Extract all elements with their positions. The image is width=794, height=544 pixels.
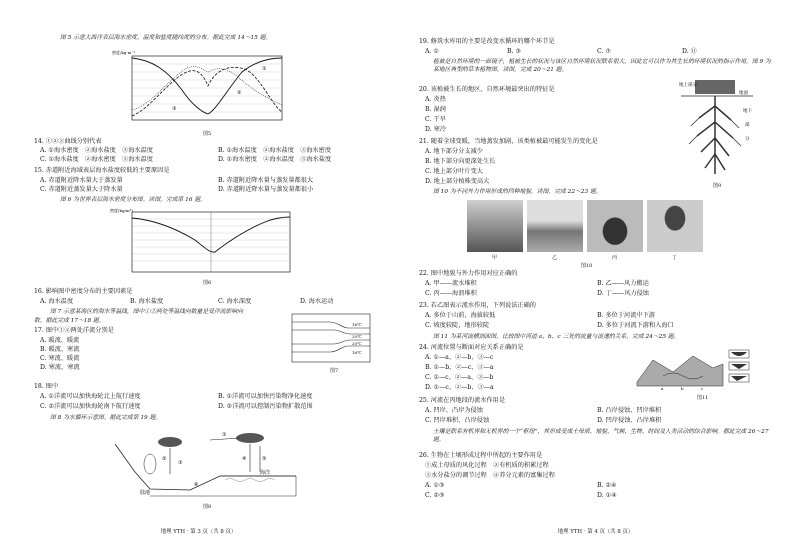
q19-opt-a[interactable]: A. ①	[425, 48, 439, 55]
q25-opt-b[interactable]: B. 凸岸侵蚀、凹岸堆积	[597, 407, 662, 414]
q19-stem: 19. 修筑水库用的主要是改变水循环的哪个环节是	[419, 38, 555, 45]
fig8-land-label: 陆地	[140, 490, 151, 496]
q22-opt-b[interactable]: B. 乙——风力搬运	[597, 280, 649, 287]
cloud-1	[158, 437, 182, 447]
fig11-label-c: c	[701, 386, 704, 391]
intro-fig5: 图 5 示意大西洋表层海水密度、温度和盐度随纬度的分布。据此完成 14～15 题。	[60, 35, 272, 41]
q23-opt-d[interactable]: D. 多位于河流下游和入海口	[597, 322, 674, 329]
fig10-label-ding: 丁	[672, 255, 678, 261]
fig8-label-5: ⑤	[262, 456, 267, 462]
q24-opt-b[interactable]: B. ①—b、②—c、③—a	[425, 364, 494, 371]
figure-11-river	[633, 346, 753, 392]
fig8-caption: 图8	[203, 504, 212, 510]
q18-opt-c[interactable]: C. ②洋流可以加快海轮南下航行速度	[40, 403, 141, 410]
photo-ding	[647, 200, 703, 252]
q26-opt-d[interactable]: D. ①④	[597, 492, 617, 499]
fig7-label-2: 20℃	[352, 334, 362, 339]
intro-q26: 土壤是联系有机界和无机界的一个“枢纽”，其形成受成土母质、地貌、气候、生物、时间及人类活动的综合影响。据此完成 26～27 题。	[433, 429, 769, 443]
fig9-label-bu: 部	[745, 123, 750, 128]
curve-label-1: ①	[262, 66, 267, 72]
q17-opt-b[interactable]: B. 暖流、寒流	[40, 346, 80, 353]
photo-bing	[587, 200, 643, 252]
q25-opt-d[interactable]: D. 凹岸侵蚀、凸岸堆积	[597, 417, 662, 424]
fig11-caption: 图11	[697, 395, 709, 401]
fig7-caption: 图7	[330, 368, 339, 374]
q15-opt-d[interactable]: D. 赤道附近降水量与蒸发量都很小	[218, 186, 314, 193]
q26-opt-b[interactable]: B. ②④	[597, 482, 617, 489]
q24-opt-d[interactable]: D. ①—c、②—b、③—a	[425, 384, 494, 391]
curve-3	[132, 67, 282, 110]
q25-opt-c[interactable]: C. 凹岸堆积、凸岸侵蚀	[425, 417, 490, 424]
q21-opt-d[interactable]: D. 地上部分植株变高大	[425, 178, 490, 185]
q26-opt-a[interactable]: A. ①③	[425, 482, 445, 489]
q19-opt-b[interactable]: B. ③	[507, 48, 522, 55]
fig7-label-4: 16℃	[352, 350, 362, 355]
intro-fig11: 图 11 为某河流横剖面图，比较图中河道 a、b、c 三处的流量与流速的关系，完成 24～25 题。	[433, 334, 680, 340]
fig9-label-above: 地上部分	[679, 83, 697, 88]
q15-stem: 15. 赤道附近海域表层海水盐度较低的主要原因是	[34, 167, 170, 174]
fig6-caption: 图6	[203, 280, 212, 286]
q16-opt-b[interactable]: B. 海水盐度	[130, 298, 164, 305]
q21-opt-c[interactable]: C. 地上部分叶片变大	[425, 168, 483, 175]
q24-opt-a[interactable]: A. ①—a、②—b、③—c	[425, 354, 494, 361]
intro-fig8: 图 8 为水循环示意图。据此完成第 19 题。	[50, 415, 162, 421]
q16-opt-a[interactable]: A. 海水温度	[40, 298, 74, 305]
q25-opt-a[interactable]: A. 凹岸、凸岸为侵蚀	[425, 407, 483, 414]
q17-opt-c[interactable]: C. 寒流、暖流	[40, 355, 80, 362]
q26-item-2: ③水分盐分的调节过程 ④养分元素的富集过程	[425, 472, 555, 479]
tree	[144, 454, 156, 474]
q20-opt-b[interactable]: B. 湿润	[425, 106, 446, 113]
fig9-caption: 图9	[713, 183, 722, 189]
figure-9-plant-roots	[677, 78, 757, 178]
fig8-label-4: ④	[242, 456, 247, 462]
q22-opt-a[interactable]: A. 甲——流水堆积	[425, 280, 477, 287]
q16-opt-d[interactable]: D. 海水运动	[300, 298, 334, 305]
q26-stem: 26. 生物在土壤形成过程中所起的主要作用是	[419, 452, 543, 459]
right-page	[397, 0, 794, 544]
q25-stem: 25. 河流在丙地段的流水作用是	[419, 397, 506, 404]
right-footer: 地理 YTH · 第 4 页（共 8 页）	[557, 529, 634, 535]
q14-opt-d[interactable]: D. ①海水密度 ②海水温度 ③海水盐度	[218, 156, 332, 163]
photo-jia	[467, 200, 523, 252]
q26-item-1: ①成土母质的风化过程 ②有机质的积累过程	[425, 462, 549, 469]
figure-7-isotherms	[290, 312, 372, 364]
intro-fig6: 图 6 为世界表层海水密度分布图。读图，完成第 16 题。	[60, 197, 206, 203]
curve-2	[132, 67, 282, 116]
fig8-label-6: ⑥	[194, 482, 199, 488]
q20-stem: 20. 该植被生长的地区，自然环境最突出的特征是	[419, 86, 555, 93]
q17-opt-a[interactable]: A. 暖流、暖流	[40, 337, 80, 344]
q22-opt-c[interactable]: C. 丙——海浪堆积	[425, 290, 477, 297]
q18-opt-b[interactable]: B. ①洋流可以加快污染物净化速度	[218, 393, 313, 400]
fig10-caption: 图10	[581, 263, 593, 269]
fig11-label-b: b	[681, 386, 684, 391]
cloud-2	[236, 433, 264, 443]
fig11-label-a: a	[661, 386, 664, 391]
photo-yi	[527, 200, 583, 252]
fig9-label-ground: 地面	[739, 91, 748, 96]
q23-opt-b[interactable]: B. 多位于河流中下游	[597, 312, 655, 319]
q20-opt-d[interactable]: D. 寒冷	[425, 126, 447, 133]
left-footer: 地理 YTH · 第 3 页（共 8 页）	[160, 529, 237, 535]
curve-1	[132, 58, 282, 114]
q18-opt-a[interactable]: A. ①洋流可以加快海轮北上航行速度	[40, 393, 141, 400]
q22-stem: 22. 图中地貌与外力作用对应正确的	[419, 270, 518, 277]
fig7-label-3: 20℃	[352, 341, 362, 346]
q23-stem: 23. 若乙图表示流水作用，下列说法正确的	[419, 302, 536, 309]
q22-opt-d[interactable]: D. 丁——风力侵蚀	[597, 290, 649, 297]
figure-8-water-cycle	[110, 424, 300, 500]
intro-fig9: 植被是自然环境的一面镜子，植被生长的状况与该区自然环境状况联系很大，因此它可以作为其生长的环境状况的指示作用。图 9 为某地区典型的草本植物图。读图，完成 20～21 题。	[433, 59, 771, 73]
fig7-label-1: 16℃	[352, 322, 362, 327]
q15-opt-a[interactable]: A. 赤道附近降水量大于蒸发量	[40, 177, 123, 184]
fig10-label-jia: 甲	[492, 255, 498, 261]
q18-stem: 18. 图中	[34, 383, 59, 390]
q14-opt-a[interactable]: A. ①海水密度 ②海水盐度 ③海水温度	[40, 147, 153, 154]
curve-label-3: ③	[172, 106, 177, 112]
fig9-label-fen: 分	[745, 137, 750, 142]
q15-opt-b[interactable]: B. 赤道附近降水量与蒸发量都很大	[218, 177, 314, 184]
q20-opt-c[interactable]: C. 干旱	[425, 116, 446, 123]
fig6-y-label: 密度(kg/m³)	[110, 208, 133, 213]
fig5-caption: 图5	[203, 131, 212, 137]
q15-opt-c[interactable]: C. 赤道附近蒸发量大于降水量	[40, 186, 123, 193]
fig8-ocean-label: 海洋	[260, 470, 271, 476]
intro-fig10: 图 10 为不同外力作用形成的四种地貌。读图，完成 22～23 题。	[433, 189, 602, 195]
q18-opt-d[interactable]: D. ②洋流可以控制污染物扩散范围	[218, 403, 313, 410]
fig5-y-label: 密度/kg·m⁻³	[112, 50, 136, 55]
q17-opt-d[interactable]: D. 寒流、寒流	[40, 364, 80, 371]
q17-stem: 17. 图中①②两处洋流分别是	[34, 327, 114, 334]
curve-label-2: ②	[237, 90, 242, 96]
intro-fig7: 图 7 示意某海区的海水等温线，图中①②两处等温线向数量是受洋流影响向	[50, 309, 243, 315]
q16-stem: 16. 影响图中密度分布的主要因素是	[34, 288, 133, 295]
q16-opt-c[interactable]: C. 海水深度	[218, 298, 252, 305]
figure-6-chart	[110, 208, 300, 278]
fig8-label-3: ③	[178, 460, 183, 466]
fig8-label-1: ①	[222, 432, 227, 438]
fig8-label-2: ②	[162, 456, 167, 462]
q21-opt-a[interactable]: A. 地下部分分支减少	[425, 148, 483, 155]
q19-opt-c[interactable]: C. ⑦	[597, 48, 611, 55]
q14-stem: 14. ①②③曲线分别代表	[34, 138, 102, 145]
q23-opt-a[interactable]: A. 多位于山前，海拔较低	[425, 312, 496, 319]
q24-stem: 24. 河流位置与断面对应关系正确的是	[419, 344, 524, 351]
q14-opt-b[interactable]: B. ①海水温度 ②海水盐度 ③海水密度	[218, 147, 332, 154]
q23-opt-c[interactable]: C. 坡度较陡，地形较陡	[425, 322, 490, 329]
q26-opt-c[interactable]: C. ②③	[425, 492, 445, 499]
q19-opt-d[interactable]: D. ⑪	[682, 48, 697, 55]
figure-5-chart	[112, 50, 302, 130]
fig10-label-bing: 丙	[612, 255, 618, 261]
q24-opt-c[interactable]: C. ①—c、②—a、③—b	[425, 374, 494, 381]
fig9-label-below: 地下	[743, 109, 752, 114]
fig10-label-yi: 乙	[552, 255, 558, 261]
q21-stem: 21. 随着全球变暖，当地蒸发加剧，该类植被最可能发生的变化是	[419, 138, 598, 145]
q20-opt-a[interactable]: A. 炎热	[425, 96, 446, 103]
q21-opt-b[interactable]: B. 地下部分向更深处生长	[425, 158, 496, 165]
intro-fig7b: 数。据此完成 17～18 题。	[34, 318, 105, 324]
q14-opt-c[interactable]: C. ①海水盐度 ②海水密度 ③海水温度	[40, 156, 153, 163]
